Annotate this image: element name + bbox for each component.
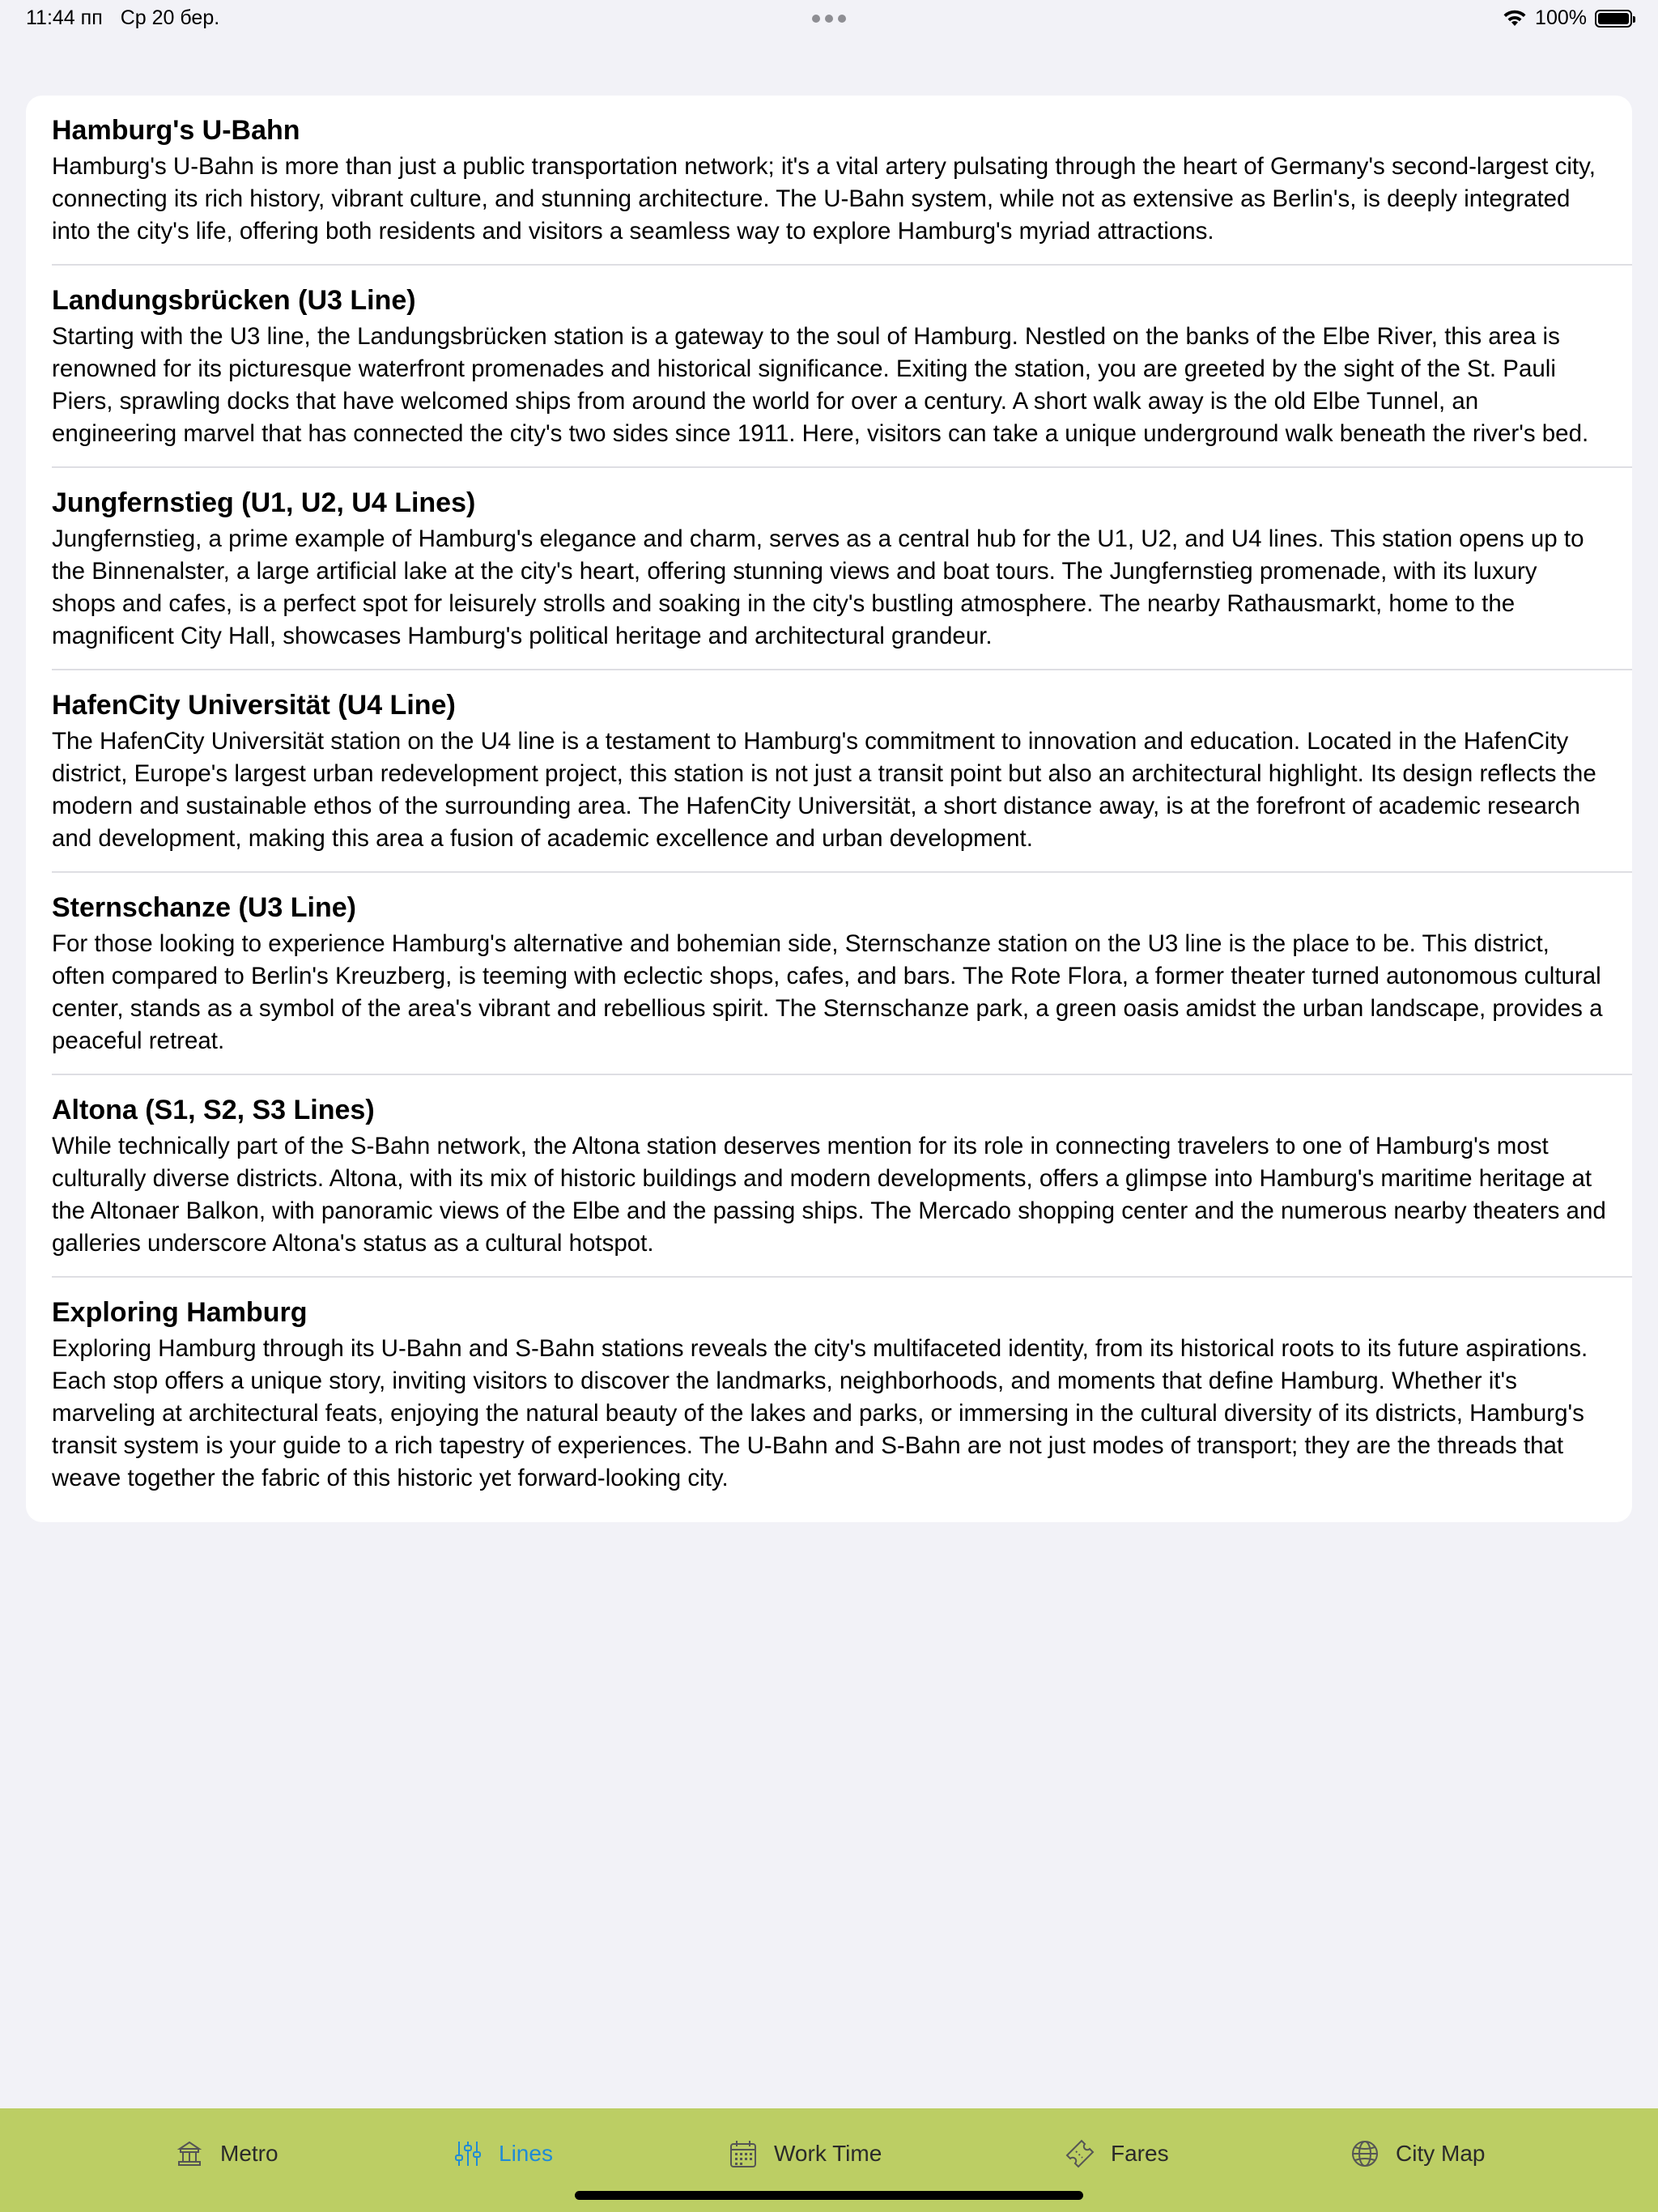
tab-metro[interactable]	[173, 2138, 278, 2170]
wifi-icon	[1503, 9, 1527, 28]
tab-fares[interactable]	[1064, 2138, 1169, 2170]
section-hamburg-ubahn	[52, 96, 1632, 266]
section-title: Altona (S1, S2, S3 Lines)	[52, 1095, 375, 1125]
tab-city-map[interactable]	[1349, 2138, 1485, 2170]
tab-work-time[interactable]	[727, 2138, 882, 2170]
tab-label: City Map	[1396, 2141, 1486, 2166]
section-body: The HafenCity Universität station on the U4 line is a testament to Hamburg's commitment to innovation and education. Located in the HafenCity district, Europe's largest urban redevelopment project, this station is not just a transit point but also an architectural highlight. Its design reflects the modern and sustainable ethos of the surrounding area. The HafenCity Universität, a short distance away, is at the forefront of academic research and development, making this area a fusion of academic excellence and urban development.	[52, 728, 1596, 852]
section-body: For those looking to experience Hamburg's alternative and bohemian side, Sternschanze station on the U3 line is the place to be. This district, often compared to Berlin's Kreuzberg, is teeming with eclectic shops, cafes, and bars. The Rote Flora, a former theater turned autonomous cultural center, stands as a symbol of the area's vibrant and rebellious spirit. The Sternschanze park, a green oasis amidst the urban landscape, provides a peaceful retreat.	[52, 930, 1603, 1054]
section-body: Starting with the U3 line, the Landungsbrücken station is a gateway to the soul of Hamburg. Nestled on the banks of the Elbe River, this area is renowned for its picturesque waterfront promenades and historical significance. Exiting the station, you are greeted by the sight of the St. Pauli Piers, sprawling docks that have welcomed ships from around the world for over a century. A short walk away is the old Elbe Tunnel, an engineering marvel that has connected the city's two sides since 1911. Here, visitors can take a unique underground walk beneath the river's bed.	[52, 323, 1589, 447]
status-date: Ср 20 бер.	[120, 6, 220, 29]
tab-label: Work Time	[774, 2141, 882, 2166]
tab-lines[interactable]	[452, 2138, 553, 2170]
globe-icon	[1349, 2138, 1381, 2170]
section-exploring-hamburg	[52, 1278, 1632, 1511]
status-left	[26, 6, 219, 30]
battery-percentage: 100%	[1535, 6, 1587, 29]
section-altona	[52, 1075, 1632, 1278]
content-card	[26, 96, 1632, 1522]
section-title: HafenCity Universität (U4 Line)	[52, 690, 456, 721]
section-title: Landungsbrücken (U3 Line)	[52, 285, 416, 316]
tab-label: Lines	[499, 2141, 553, 2166]
status-time: 11:44 пп	[26, 6, 103, 29]
section-sternschanze	[52, 873, 1632, 1075]
section-body: Exploring Hamburg through its U-Bahn and S-Bahn stations reveals the city's multifaceted identity, from its historical roots to its future aspirations. Each stop offers a unique story, inviting visitors to discover the landmarks, neighborhoods, and moments that define Hamburg. Whether it's marveling at architectural feats, enjoying the natural beauty of the lakes and parks, or immersing in the cultural diversity of its districts, Hamburg's transit system is your guide to a rich tapestry of experiences. The U-Bahn and S-Bahn are not just modes of transport; they are the threads that weave together the fabric of this historic yet forward-looking city.	[52, 1335, 1588, 1491]
section-body: Hamburg's U-Bahn is more than just a public transportation network; it's a vital artery pulsating through the heart of Germany's second-largest city, connecting its rich history, vibrant culture, and stunning architecture. The U-Bahn system, while not as extensive as Berlin's, is deeply integrated into the city's life, offering both residents and visitors a seamless way to explore Hamburg's myriad attractions.	[52, 153, 1596, 245]
battery-icon	[1595, 10, 1632, 28]
section-title: Exploring Hamburg	[52, 1297, 308, 1328]
dot-icon	[838, 15, 846, 23]
building-icon	[173, 2138, 206, 2170]
section-landungsbruecken	[52, 266, 1632, 468]
section-title: Jungfernstieg (U1, U2, U4 Lines)	[52, 487, 476, 518]
section-title: Hamburg's U-Bahn	[52, 115, 300, 146]
tab-label: Metro	[220, 2141, 278, 2166]
section-body: Jungfernstieg, a prime example of Hamburg's elegance and charm, serves as a central hub for the U1, U2, and U4 lines. This station opens up to the Binnenalster, a large artificial lake at the city's heart, offering stunning views and boat tours. The Jungfernstieg promenade, with its luxury shops and cafes, is a perfect spot for leisurely strolls and soaking in the city's bustling atmosphere. The nearby Rathausmarkt, home to the magnificent City Hall, showcases Hamburg's political heritage and architectural grandeur.	[52, 525, 1584, 649]
multitasking-menu[interactable]	[812, 15, 846, 23]
home-indicator[interactable]	[575, 2191, 1083, 2200]
dot-icon	[812, 15, 820, 23]
sliders-icon	[452, 2138, 484, 2170]
status-bar	[0, 0, 1658, 39]
ticket-icon	[1064, 2138, 1096, 2170]
dot-icon	[825, 15, 833, 23]
section-body: While technically part of the S-Bahn network, the Altona station deserves mention for its role in connecting travelers to one of Hamburg's most culturally diverse districts. Altona, with its mix of historic buildings and modern developments, offers a glimpse into Hamburg's maritime heritage at the Altonaer Balkon, with panoramic views of the Elbe and the passing ships. The Mercado shopping center and the numerous nearby theaters and galleries underscore Altona's status as a cultural hotspot.	[52, 1133, 1606, 1257]
section-title: Sternschanze (U3 Line)	[52, 892, 356, 923]
status-right	[1503, 6, 1632, 30]
section-hafencity	[52, 670, 1632, 873]
calendar-icon	[727, 2138, 759, 2170]
tab-label: Fares	[1111, 2141, 1169, 2166]
section-jungfernstieg	[52, 468, 1632, 670]
